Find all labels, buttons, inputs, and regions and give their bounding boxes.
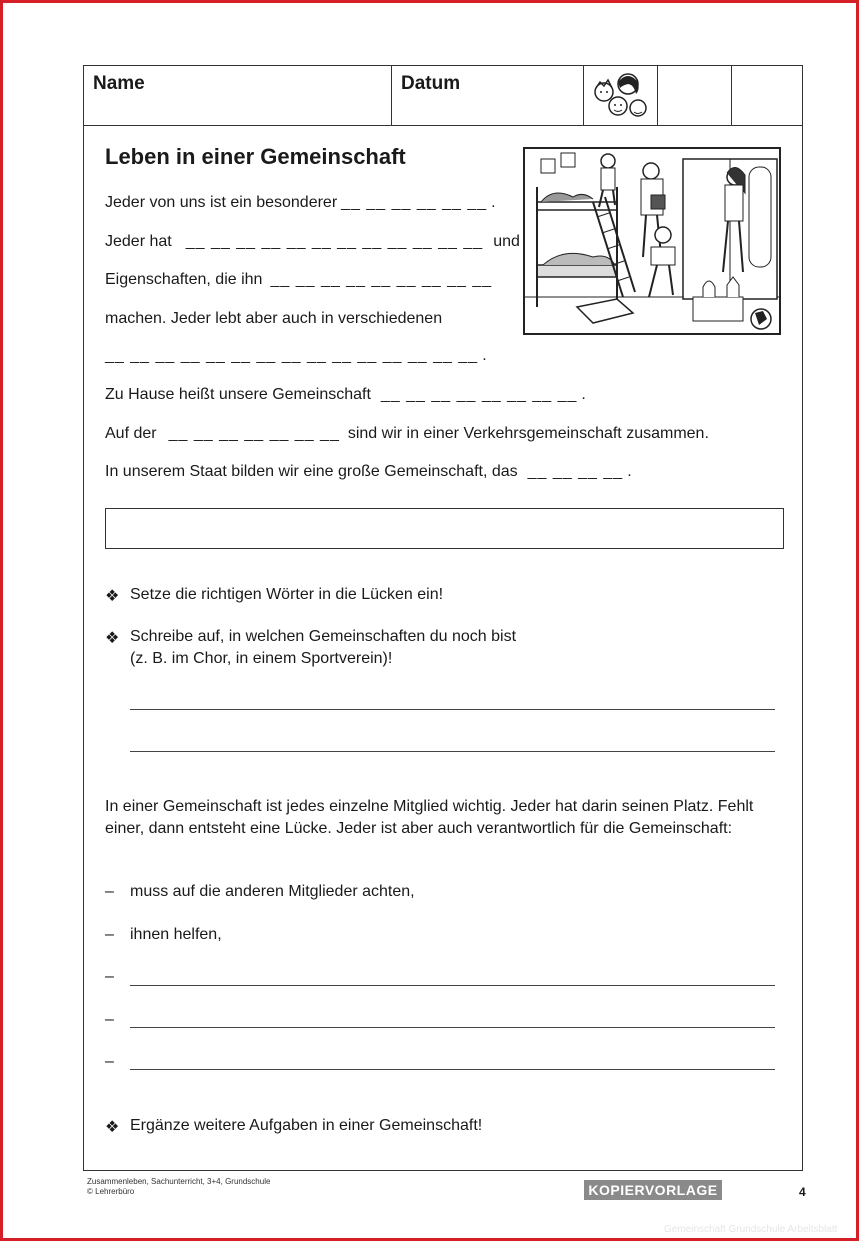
cloze-line-4: machen. Jeder lebt aber auch in verschiedenen [105,310,443,327]
task-2-text-line-2: (z. B. im Chor, in einem Sportverein)! [130,650,393,667]
page-title: Leben in einer Gemeinschaft [105,144,406,169]
footer-line-2: © Lehrerbüro [87,1187,135,1196]
writing-line-5[interactable] [130,1069,775,1070]
dash-item-1-text: muss auf die anderen Mitglieder achten, [130,883,415,900]
community-paragraph: In einer Gemeinschaft ist jedes einzelne Mitglied wichtig. Jeder hat darin seinen Platz. Fehlt einer, dann entsteht eine Lücke. Jeder ist aber auch verantwortlich für die Gemeinschaft: [105,798,754,837]
dash-mark: – [105,1011,114,1028]
empty-cell-1 [658,66,732,125]
dash-item-4 [105,1011,114,1029]
blank-7[interactable]: __ __ __ __ [527,463,624,480]
task-1-text: Setze die richtigen Wörter in die Lücken ein! [130,586,444,603]
blank-6[interactable]: __ __ __ __ __ __ __ [168,425,340,442]
blank-2[interactable]: __ __ __ __ __ __ __ __ __ __ __ __ [185,233,484,250]
writing-line-2[interactable] [130,751,775,752]
blank-3[interactable]: __ __ __ __ __ __ __ __ __ [270,271,493,288]
children-faces-icon [588,70,652,122]
dash-mark: – [105,1053,114,1070]
dash-mark: – [105,926,114,943]
cloze-line-1: Jeder von uns ist ein besonderer __ __ __ __ __ __ . [105,194,496,211]
page-number: 4 [799,1185,806,1199]
name-label: Name [93,73,145,94]
cloze-line-2: Jeder hat __ __ __ __ __ __ __ __ __ __ __ __ und [105,233,520,250]
dash-item-3 [105,968,114,986]
header-row [84,66,802,126]
date-label: Datum [401,73,461,94]
diamond-bullet-icon: ❖ [105,588,120,605]
cloze-line-7: Auf der __ __ __ __ __ __ __ sind wir in einer Verkehrsgemeinschaft zusammen. [105,425,709,442]
cloze-line-6: Zu Hause heißt unsere Gemeinschaft __ __ __ __ __ __ __ __ . [105,386,586,403]
diamond-bullet-icon: ❖ [105,1119,120,1136]
writing-line-4[interactable] [130,1027,775,1028]
dash-item-5 [105,1053,114,1071]
children-room-illustration [523,147,781,335]
blank-4[interactable]: __ __ __ __ __ __ __ __ __ __ __ __ __ __ __ [105,347,479,364]
dash-item-1 [105,883,415,901]
watermark: Gemeinschaft Grundschule Arbeitsblatt [664,1224,838,1235]
dash-mark: – [105,883,114,900]
name-cell[interactable] [84,66,392,125]
dash-item-2 [105,926,222,944]
task-2-text-line-1: Schreibe auf, in welchen Gemeinschaften du noch bist [130,628,517,645]
cloze-line-5: __ __ __ __ __ __ __ __ __ __ __ __ __ __ __ . [105,347,487,364]
footer-line-1: Zusammenleben, Sachunterricht, 3+4, Grundschule [87,1177,271,1186]
task-3-text: Ergänze weitere Aufgaben in einer Gemeinschaft! [130,1117,483,1134]
date-cell[interactable] [392,66,584,125]
kopiervorlage-badge: KOPIERVORLAGE [584,1180,722,1200]
writing-line-3[interactable] [130,985,775,986]
writing-line-1[interactable] [130,709,775,710]
solution-words-box[interactable] [105,508,784,549]
diamond-bullet-icon: ❖ [105,630,120,647]
cloze-line-8: In unserem Staat bilden wir eine große Gemeinschaft, das __ __ __ __ . [105,463,632,480]
blank-1[interactable]: __ __ __ __ __ __ [341,194,488,211]
dash-item-2-text: ihnen helfen, [130,926,222,943]
cloze-line-3: Eigenschaften, die ihn __ __ __ __ __ __ __ __ __ [105,271,493,288]
footer-credits [87,1177,270,1197]
dash-mark: – [105,968,114,985]
blank-5[interactable]: __ __ __ __ __ __ __ __ [380,386,578,403]
empty-cell-2 [732,66,802,125]
